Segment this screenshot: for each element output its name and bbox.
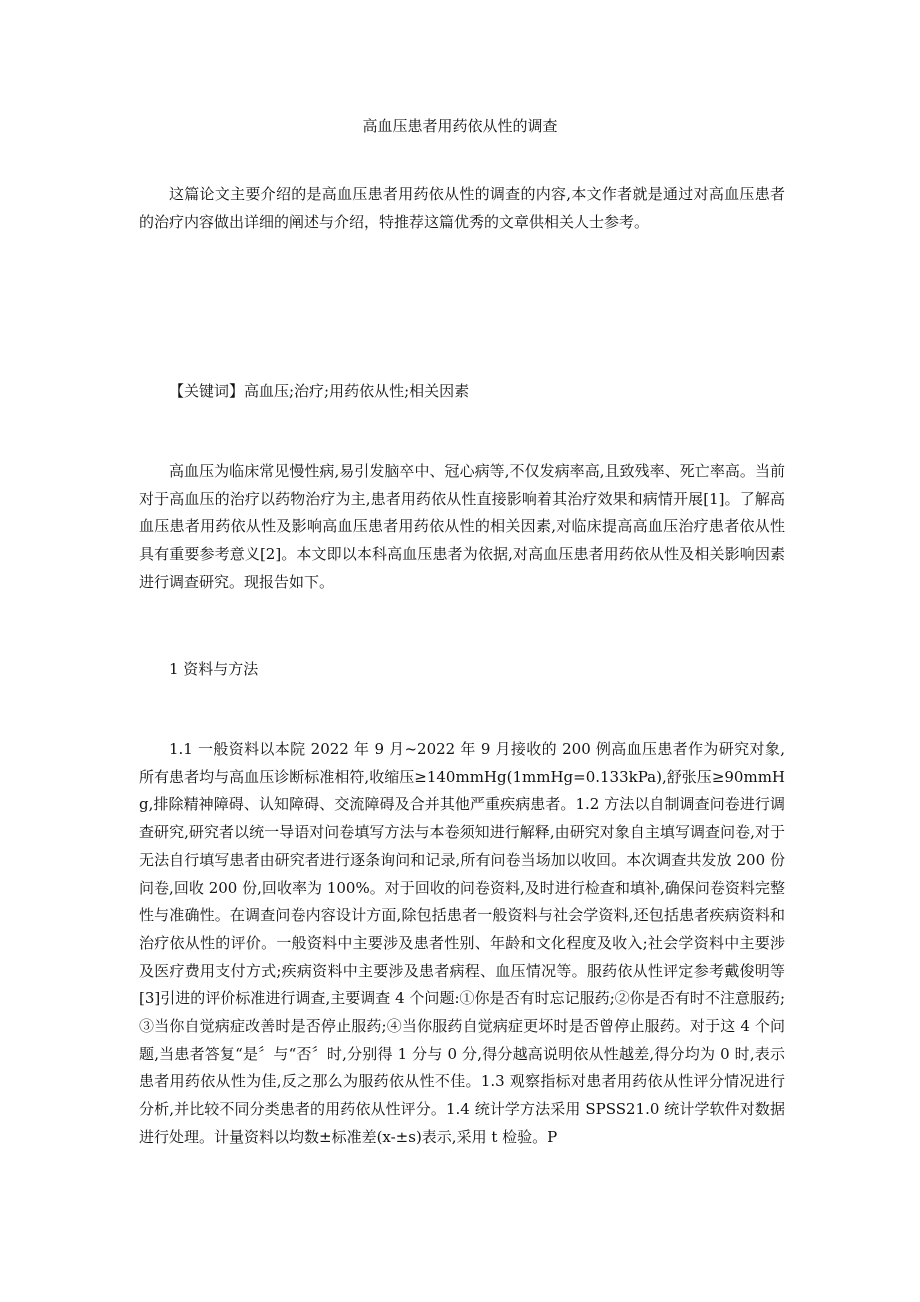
background-paragraph: 高血压为临床常见慢性病,易引发脑卒中、冠心病等,不仅发病率高,且致残率、死亡率高。当前对于高血压的治疗以药物治疗为主,患者用药依从性直接影响着其治疗效果和病情开展[1]。了解高血压患者用药依从性及影响高血压患者用药依从性的相关因素,对临床提高高血压治疗患者依从性具有重要参考意义[2]。本文即以本科高血压患者为依据,对高血压患者用药依从性及相关影响因素进行调查研究。现报告如下。 bbox=[139, 462, 785, 591]
document-title: 高血压患者用药依从性的调查 bbox=[362, 117, 558, 135]
keywords-line: 【关键词】高血压;治疗;用药依从性;相关因素 bbox=[169, 382, 470, 400]
section-heading: 1 资料与方法 bbox=[169, 660, 259, 678]
methods-paragraph: 1.1 一般资料以本院 2022 年 9 月~2022 年 9 月接收的 200 例高血压患者作为研究对象,所有患者均与高血压诊断标准相符,收缩压≥140mmHg(1mmHg=0.133kPa),舒张压≥90mmHg,排除精神障碍、认知障碍、交流障碍及合并其他严重疾病患者。1.2 方法以自制调查问卷进行调查研究,研究者以统一导语对问卷填写方法与本卷须知进行解释,由研究对象自主填写调查问卷,对于无法自行填写患者由研究者进行逐条询问和记录,所有问卷当场加以收回。本次调查共发放 200 份问卷,回收 200 份,回收率为 100%。对于回收的问卷资料,及时进行检查和填补,确保问卷资料完整性与准确性。在调查问卷内容设计方面,除包括患者一般资料与社会学资料,还包括患者疾病资料和治疗依从性的评价。一般资料中主要涉及患者性别、年龄和文化程度及收入;社会学资料中主要涉及医疗费用支付方式;疾病资料中主要涉及患者病程、血压情况等。服药依从性评定参考戴俊明等[3]引进的评价标准进行调查,主要调查 4 个问题:①你是否有时忘记服药;②你是否有时不注意服药;③当你自觉病症改善时是否停止服药;④当你服药自觉病症更坏时是否曾停止服药。对于这 4 个问题,当患者答复“是〞与“否〞时,分别得 1 分与 0 分,得分越高说明依从性越差,得分均为 0 时,表示患者用药依从性为佳,反之那么为服药依从性不佳。1.3 观察指标对患者用药依从性评分情况进行分析,并比较不同分类患者的用药依从性评分。1.4 统计学方法采用 SPSS21.0 统计学软件对数据进行处理。计量资料以均数±标准差(x-±s)表示,采用 t 检验。P bbox=[139, 740, 785, 1146]
intro-paragraph: 这篇论文主要介绍的是高血压患者用药依从性的调查的内容,本文作者就是通过对高血压患者的治疗内容做出详细的阐述与介绍，特推荐这篇优秀的文章供相关人士参考。 bbox=[139, 185, 785, 231]
